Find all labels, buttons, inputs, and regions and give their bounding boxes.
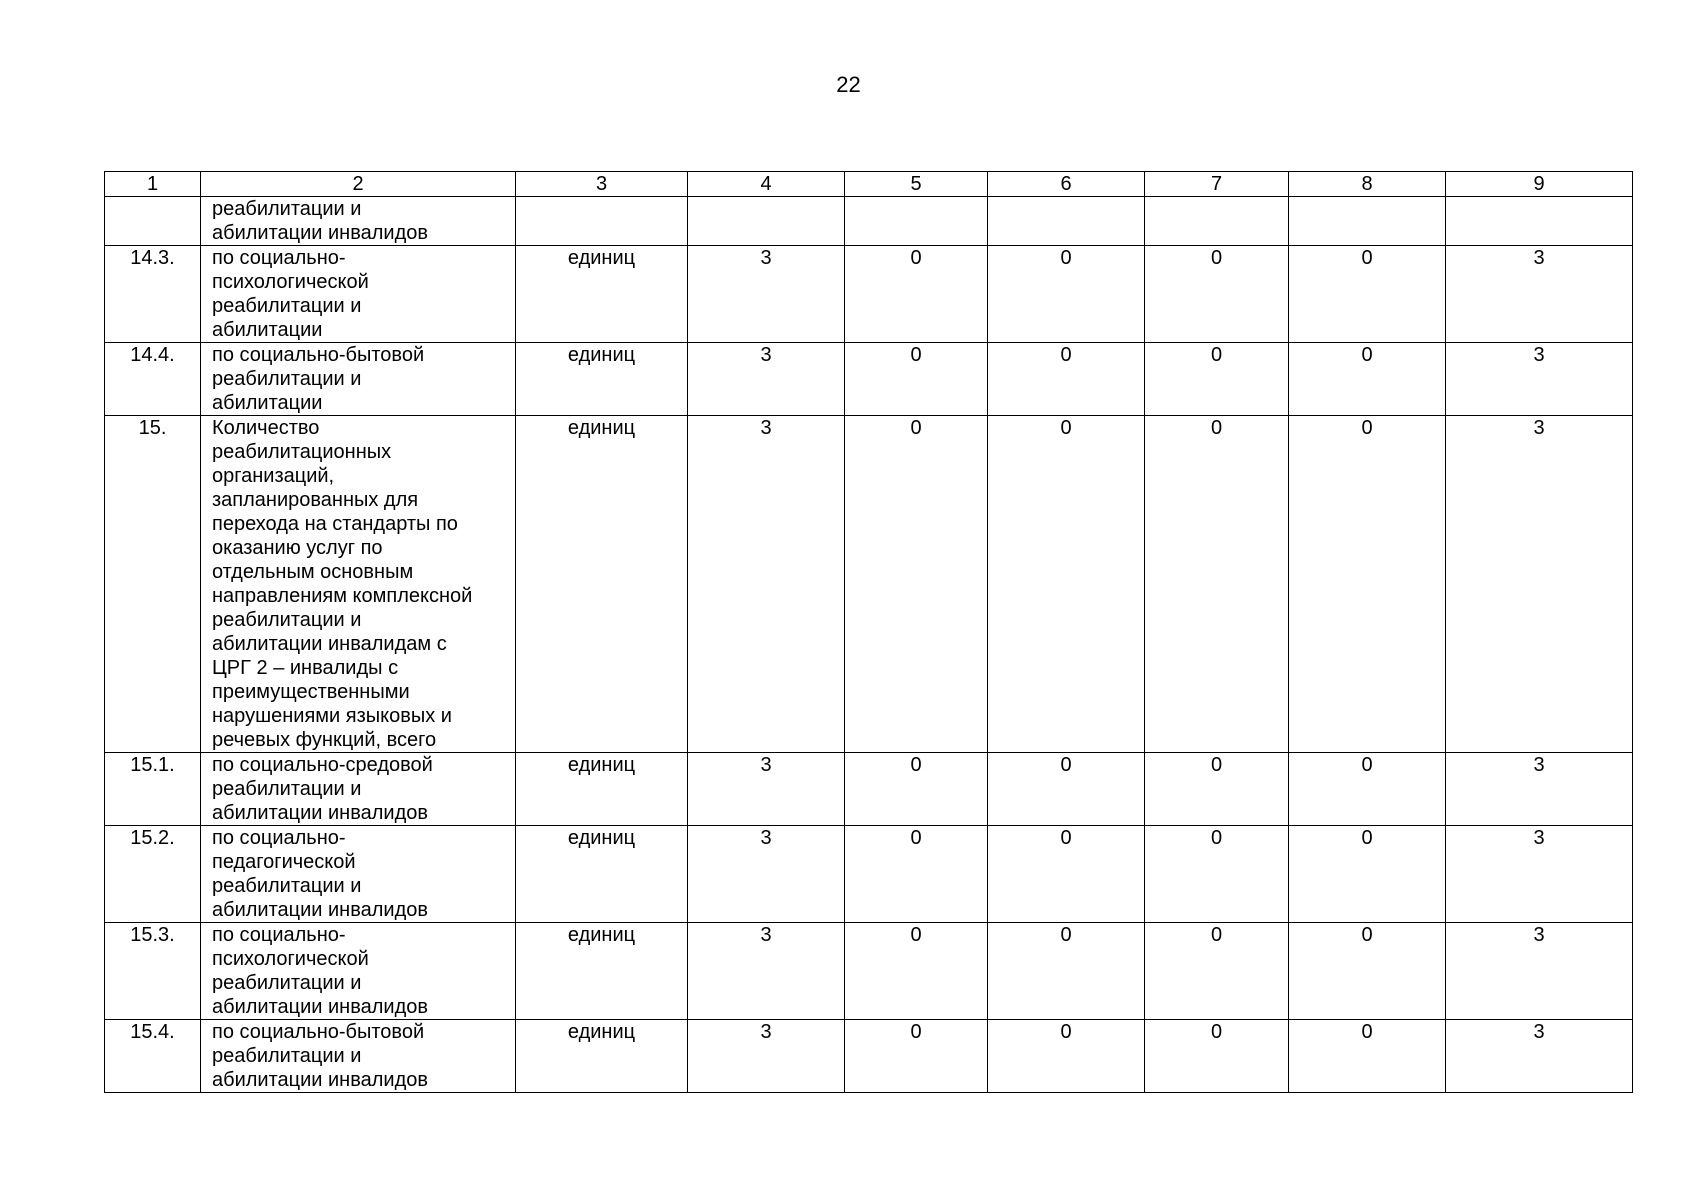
value-cell-col-9 [1446, 197, 1633, 246]
unit-cell: единиц [516, 1020, 688, 1093]
indicator-name [201, 197, 516, 246]
indicator-name-line: абилитации инвалидов [212, 899, 429, 921]
table-row [105, 753, 1633, 826]
indicator-name [201, 246, 516, 343]
indicator-name-line: по социально-бытовой [212, 344, 425, 366]
indicator-name-line: по социально-бытовой [212, 1021, 425, 1043]
indicator-name-line: реабилитации и [212, 368, 362, 390]
value-cell-col-9: 3 [1446, 826, 1633, 923]
value-cell-col-9: 3 [1446, 246, 1633, 343]
indicator-name-line: абилитации инвалидам с [212, 633, 447, 655]
indicator-name-line: реабилитации и [212, 198, 362, 220]
value-cell-col-8: 0 [1289, 246, 1446, 343]
indicator-name-line: отдельным основным [212, 561, 414, 583]
value-cell-col-5: 0 [845, 923, 988, 1020]
value-cell-col-6: 0 [988, 1020, 1145, 1093]
indicator-name-line: абилитации инвалидов [212, 222, 429, 244]
column-header-8: 8 [1289, 172, 1446, 197]
header-row [105, 172, 1633, 197]
column-header-7: 7 [1145, 172, 1289, 197]
unit-cell: единиц [516, 826, 688, 923]
value-cell-col-9: 3 [1446, 416, 1633, 753]
indicator-name [201, 826, 516, 923]
value-cell-col-8: 0 [1289, 416, 1446, 753]
indicator-name [201, 923, 516, 1020]
value-cell-col-6 [988, 197, 1145, 246]
value-cell-col-6: 0 [988, 826, 1145, 923]
indicator-name-line: Количество [212, 417, 320, 439]
column-header-1: 1 [105, 172, 201, 197]
indicator-name-line: по социально- [212, 247, 346, 269]
indicator-name-line: абилитации [212, 319, 323, 341]
indicator-name [201, 1020, 516, 1093]
indicator-name-line: оказанию услуг по [212, 537, 383, 559]
indicator-name-line: по социально-средовой [212, 754, 433, 776]
value-cell-col-4: 3 [688, 826, 845, 923]
indicator-name-line: направлениям комплексной [212, 585, 473, 607]
unit-cell: единиц [516, 416, 688, 753]
value-cell-col-5: 0 [845, 826, 988, 923]
indicator-name-line: запланированных для [212, 489, 419, 511]
value-cell-col-8: 0 [1289, 923, 1446, 1020]
value-cell-col-4: 3 [688, 1020, 845, 1093]
value-cell-col-6: 0 [988, 343, 1145, 416]
value-cell-col-7: 0 [1145, 246, 1289, 343]
table-row [105, 826, 1633, 923]
indicator-name-line: преимущественными [212, 681, 410, 703]
value-cell-col-7 [1145, 197, 1289, 246]
value-cell-col-5: 0 [845, 753, 988, 826]
table-row [105, 416, 1633, 753]
indicator-name-line: реабилитации и [212, 609, 362, 631]
value-cell-col-5 [845, 197, 988, 246]
row-number [105, 197, 201, 246]
value-cell-col-8: 0 [1289, 753, 1446, 826]
page-number: 22 [836, 72, 861, 97]
indicator-name-line: нарушениями языковых и [212, 705, 452, 727]
indicator-name-line: реабилитации и [212, 972, 362, 994]
indicator-name [201, 343, 516, 416]
table-row [105, 1020, 1633, 1093]
row-number: 15.3. [105, 923, 201, 1020]
column-header-6: 6 [988, 172, 1145, 197]
indicator-name-line: психологической [212, 948, 369, 970]
indicator-name-line: ЦРГ 2 – инвалиды с [212, 657, 399, 679]
value-cell-col-7: 0 [1145, 1020, 1289, 1093]
indicator-name-line: перехода на стандарты по [212, 513, 458, 535]
value-cell-col-7: 0 [1145, 343, 1289, 416]
indicator-name-line: реабилитации и [212, 875, 362, 897]
row-number: 15.1. [105, 753, 201, 826]
indicator-name-line: по социально- [212, 827, 346, 849]
indicator-name-line: абилитации инвалидов [212, 1069, 429, 1091]
indicator-name-line: реабилитационных [212, 441, 392, 463]
row-number: 15.4. [105, 1020, 201, 1093]
value-cell-col-8 [1289, 197, 1446, 246]
value-cell-col-8: 0 [1289, 343, 1446, 416]
value-cell-col-8: 0 [1289, 1020, 1446, 1093]
indicator-name-line: организаций, [212, 465, 335, 487]
value-cell-col-9: 3 [1446, 753, 1633, 826]
value-cell-col-4: 3 [688, 246, 845, 343]
indicator-name-line: речевых функций, всего [212, 729, 437, 751]
value-cell-col-7: 0 [1145, 753, 1289, 826]
value-cell-col-7: 0 [1145, 416, 1289, 753]
value-cell-col-7: 0 [1145, 826, 1289, 923]
value-cell-col-5: 0 [845, 343, 988, 416]
unit-cell: единиц [516, 923, 688, 1020]
value-cell-col-4 [688, 197, 845, 246]
value-cell-col-8: 0 [1289, 826, 1446, 923]
table-header [105, 172, 1633, 197]
table-row [105, 246, 1633, 343]
column-header-3: 3 [516, 172, 688, 197]
indicator-name-line: абилитации [212, 392, 323, 414]
table-row [105, 197, 1633, 246]
value-cell-col-4: 3 [688, 416, 845, 753]
value-cell-col-4: 3 [688, 923, 845, 1020]
indicator-name-line: реабилитации и [212, 778, 362, 800]
indicator-name-line: психологической [212, 271, 369, 293]
indicator-name-line: абилитации инвалидов [212, 996, 429, 1018]
value-cell-col-9: 3 [1446, 923, 1633, 1020]
row-number: 14.3. [105, 246, 201, 343]
column-header-4: 4 [688, 172, 845, 197]
unit-cell [516, 197, 688, 246]
unit-cell: единиц [516, 343, 688, 416]
column-header-9: 9 [1446, 172, 1633, 197]
value-cell-col-6: 0 [988, 923, 1145, 1020]
row-number: 14.4. [105, 343, 201, 416]
row-number: 15.2. [105, 826, 201, 923]
value-cell-col-5: 0 [845, 1020, 988, 1093]
value-cell-col-6: 0 [988, 246, 1145, 343]
unit-cell: единиц [516, 246, 688, 343]
row-number: 15. [105, 416, 201, 753]
indicator-name-line: по социально- [212, 924, 346, 946]
indicator-name-line: реабилитации и [212, 295, 362, 317]
value-cell-col-9: 3 [1446, 343, 1633, 416]
value-cell-col-6: 0 [988, 416, 1145, 753]
data-table [104, 171, 1633, 1093]
table-row [105, 923, 1633, 1020]
value-cell-col-7: 0 [1145, 923, 1289, 1020]
table-row [105, 343, 1633, 416]
table-body [105, 197, 1633, 1093]
value-cell-col-9: 3 [1446, 1020, 1633, 1093]
value-cell-col-4: 3 [688, 753, 845, 826]
value-cell-col-5: 0 [845, 246, 988, 343]
indicator-name-line: педагогической [212, 851, 356, 873]
indicator-name-line: реабилитации и [212, 1045, 362, 1067]
indicator-name [201, 416, 516, 753]
value-cell-col-6: 0 [988, 753, 1145, 826]
indicator-name [201, 753, 516, 826]
column-header-2: 2 [201, 172, 516, 197]
indicator-name-line: абилитации инвалидов [212, 802, 429, 824]
column-header-5: 5 [845, 172, 988, 197]
unit-cell: единиц [516, 753, 688, 826]
value-cell-col-4: 3 [688, 343, 845, 416]
value-cell-col-5: 0 [845, 416, 988, 753]
